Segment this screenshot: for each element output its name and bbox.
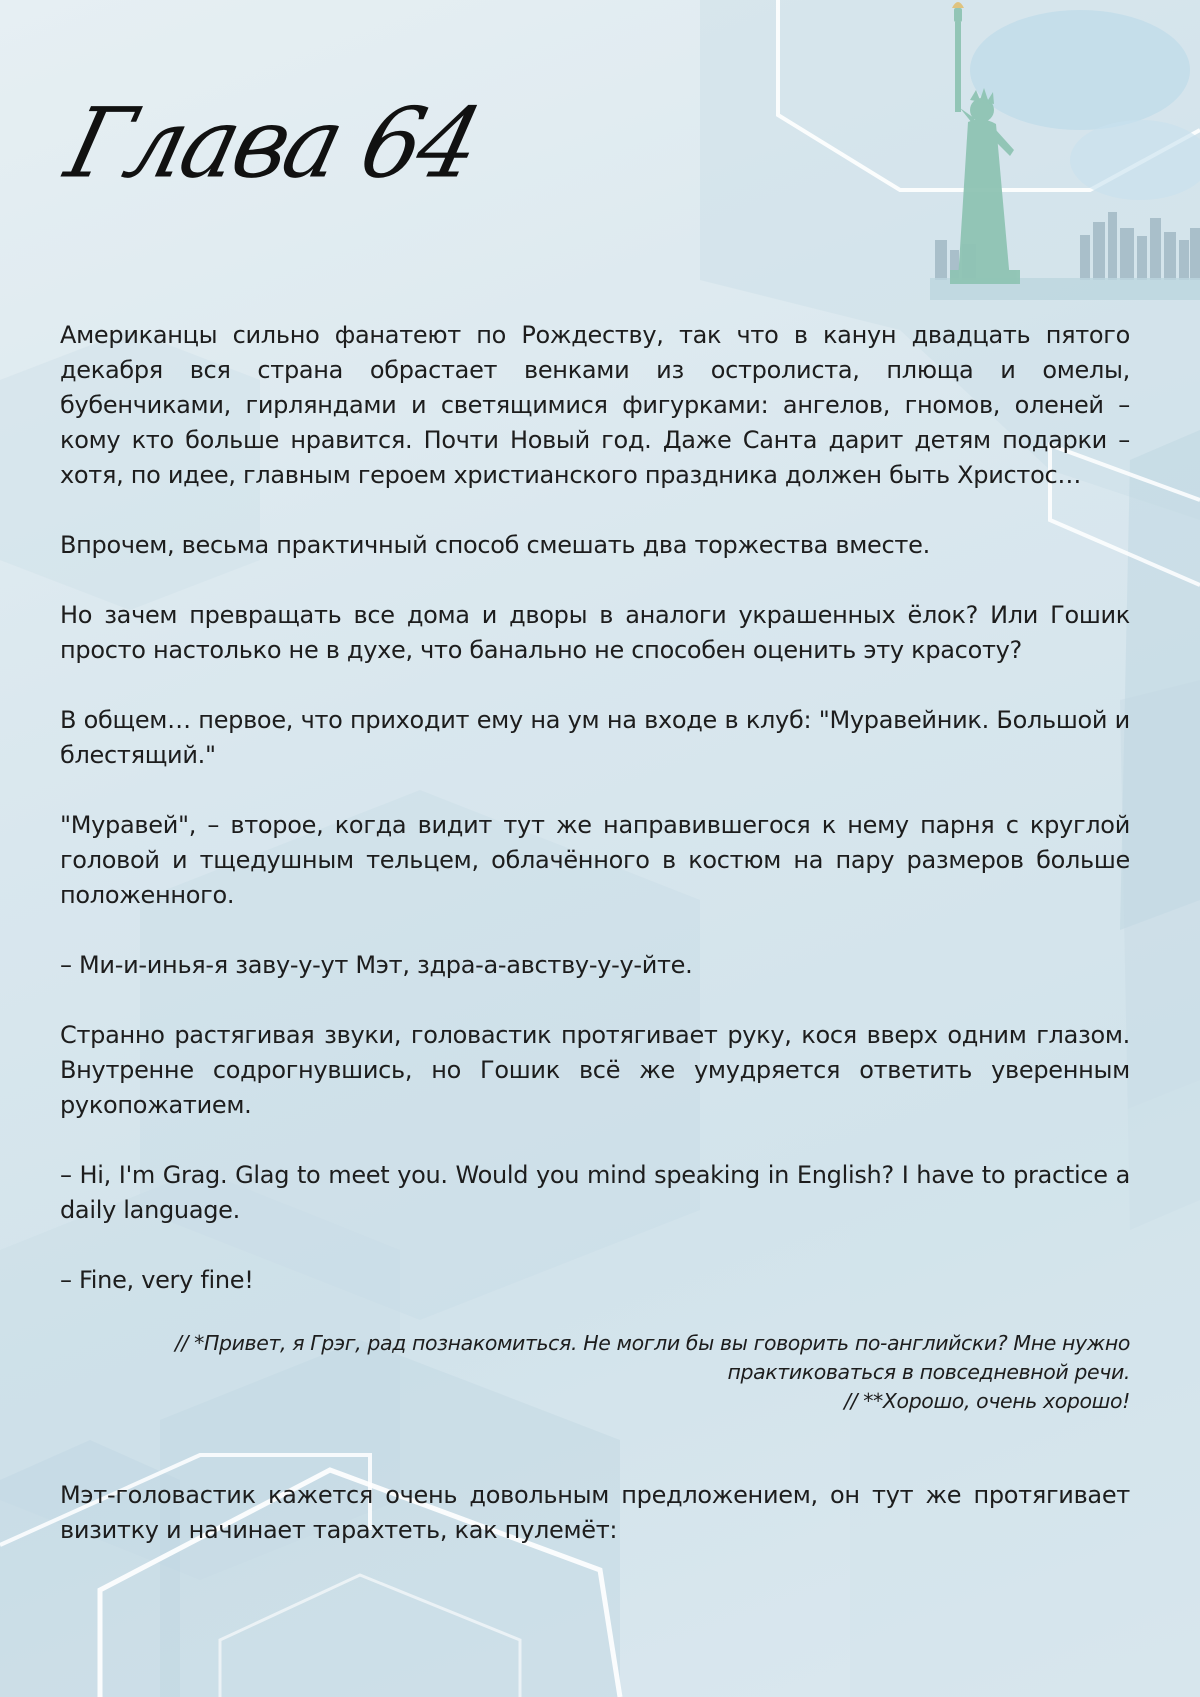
dialogue-line: – Hi, I'm Grag. Glag to meet you. Would you mind speaking in English? I have to practice a daily language. (60, 1161, 1130, 1224)
chapter-body (60, 318, 1130, 1583)
translation-note: // *Привет, я Грэг, рад познакомиться. Не могли бы вы говорить по-английски? Мне нужно (175, 1331, 1130, 1355)
dialogue-line: – Fine, very fine! (60, 1266, 254, 1294)
translation-note: практиковаться в повседневной речи. (727, 1360, 1130, 1384)
paragraph: Мэт-головастик кажется очень довольным предложением, он тут же протягивает визитку и начинает тарахтеть, как пулемёт: (60, 1481, 1130, 1544)
chapter-title: Глава 64 (56, 87, 490, 200)
paragraph: Впрочем, весьма практичный способ смешать два торжества вместе. (60, 531, 930, 559)
paragraph: Но зачем превращать все дома и дворы в аналоги украшенных ёлок? Или Гошик просто настолько не в духе, что банально не способен оценить эту красоту? (60, 601, 1130, 664)
paragraph: "Муравей", – второе, когда видит тут же направившегося к нему парня с круглой головой и тщедушным тельцем, облачённого в костюм на пару размеров больше положенного. (60, 811, 1130, 909)
translation-notes (60, 1329, 1130, 1416)
paragraph: Странно растягивая звуки, головастик протягивает руку, кося вверх одним глазом. Внутренне содрогнувшись, но Гошик всё же умудряется ответить уверенным рукопожатием. (60, 1021, 1130, 1119)
statue-of-liberty-icon (930, 0, 1200, 300)
paragraph: Американцы сильно фанатеют по Рождеству, так что в канун двадцать пятого декабря вся страна обрастает венками из остролиста, плюща и омелы, бубенчиками, гирляндами и светящимися фигурками: ангелов, гномов, оленей – кому кто больше нравится. Почти Новый год. Даже Санта дарит детям подарки – хотя, по идее, главным героем христианского праздника должен быть Христос… (60, 321, 1130, 489)
dialogue-line: – Ми-и-инья-я заву-у-ут Мэт, здра-а-авству-у-у-йте. (60, 951, 693, 979)
translation-note: // **Хорошо, очень хорошо! (844, 1389, 1130, 1413)
paragraph: В общем… первое, что приходит ему на ум на входе в клуб: "Муравейник. Большой и блестящий." (60, 706, 1130, 769)
